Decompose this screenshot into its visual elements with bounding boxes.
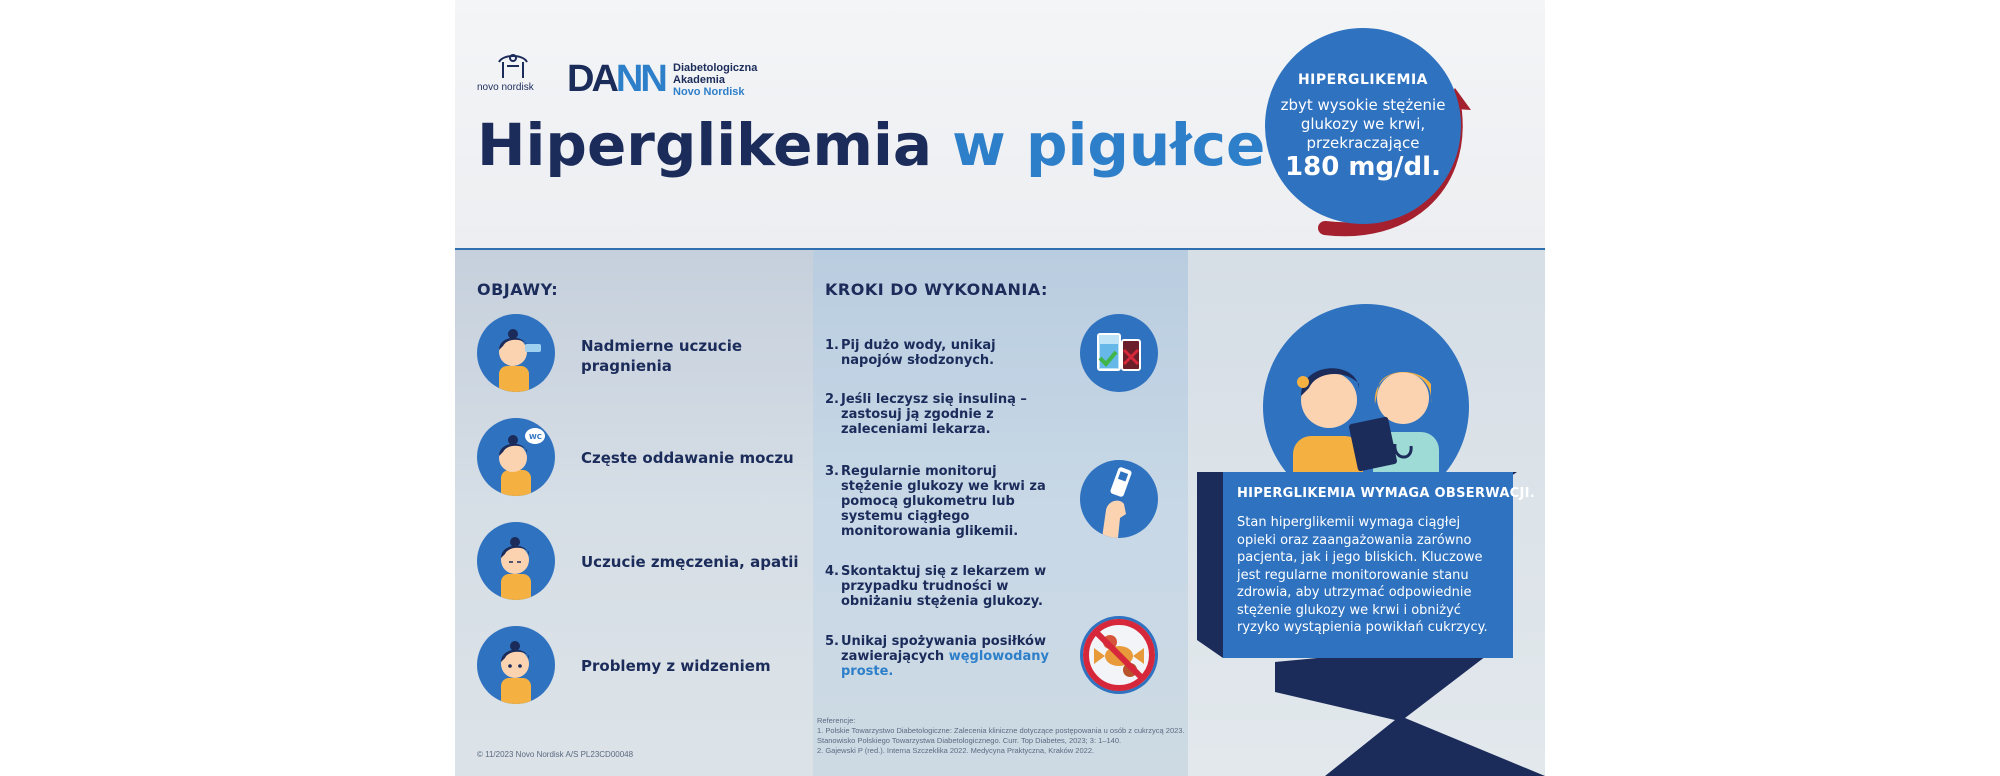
symptom-label: Problemy z widzeniem — [581, 657, 771, 675]
symptoms-title: OBJAWY: — [477, 280, 559, 299]
symptom-label: Nadmierne uczucie pragnienia — [581, 337, 743, 375]
title-part-2: w pigułce — [952, 111, 1266, 179]
references-title: Referencje: — [817, 716, 856, 725]
thirst-icon — [477, 314, 555, 392]
observation-heading: HIPERGLIKEMIA WYMAGA OBSERWACJI. — [1237, 486, 1536, 501]
dann-mark-dark: DA — [567, 58, 616, 100]
symptom-item-vision — [477, 626, 807, 706]
dann-line-2: Akademia — [673, 74, 725, 86]
vision-problem-icon — [477, 626, 555, 704]
badge-heading: HIPERGLIKEMIA — [1297, 72, 1429, 88]
dann-line-1: Diabetologiczna — [673, 62, 758, 74]
page-title — [477, 110, 1265, 180]
reference-item: 2. Gajewski P (red.). Interna Szczeklika 2022. Medycyna Praktyczna, Kraków 2022. — [817, 746, 1095, 755]
dann-line-3: Novo Nordisk — [673, 86, 745, 98]
step-number: 1. — [825, 338, 839, 353]
step-text — [841, 634, 1055, 679]
hyperglycemia-definition-badge — [1265, 28, 1461, 224]
symptom-item-thirst — [477, 314, 807, 394]
symptom-label: Częste oddawanie moczu — [581, 449, 794, 467]
glucometer-icon — [1080, 460, 1158, 538]
step-number: 5. — [825, 634, 839, 649]
urination-icon — [477, 418, 555, 496]
step-text-main: Unikaj spożywania posiłków zawierających — [841, 634, 1046, 664]
step-number: 2. — [825, 392, 839, 407]
symptom-label: Uczucie zmęczenia, apatii — [581, 553, 799, 571]
water-glass-icon — [1080, 314, 1158, 392]
copyright: © 11/2023 Novo Nordisk A/S PL23CD00048 — [477, 750, 634, 759]
novo-nordisk-wordmark: novo nordisk — [477, 82, 534, 93]
step-text: Pij dużo wody, unikaj napojów słodzonych. — [841, 338, 996, 368]
step-text: Regularnie monitoruj stężenie glukozy we krwi za pomocą glukometru lub systemu ciągłego monitorowania glikemii. — [841, 464, 1046, 539]
step-text-highlight: węglowodany proste. — [841, 649, 1049, 679]
no-sweets-icon — [1080, 616, 1158, 694]
observation-box — [1223, 472, 1536, 658]
dann-text — [673, 62, 757, 98]
infographic-poster — [455, 0, 1545, 776]
step-number: 4. — [825, 564, 839, 579]
badge-description: zbyt wysokie stężenie glukozy we krwi, przekraczające — [1280, 96, 1446, 152]
symptom-item-fatigue — [477, 522, 807, 602]
reference-item: 1. Polskie Towarzystwo Diabetologiczne: Zalecenia kliniczne dotyczące postępowania u osób z cukrzycą 2023. Stanowisko Polskiego Towarzystwa Diabetologicznego. Curr. Top Diabetes, 2023; 3: 1–140. — [817, 726, 1185, 745]
wc-label: WC — [529, 433, 542, 441]
steps-title: KROKI DO WYKONANIA: — [825, 280, 1048, 299]
symptom-item-urination — [477, 418, 807, 498]
dann-mark — [567, 60, 665, 98]
step-text: Jeśli leczysz się insuliną – zastosuj ją zgodnie z zaleceniami lekarza. — [841, 392, 1027, 437]
title-part-1: Hiperglikemia — [477, 111, 932, 179]
dann-mark-blue: NN — [615, 58, 665, 100]
observation-body: Stan hiperglikemii wymaga ciągłej opieki oraz zaangażowania zarówno pacjenta, jak i jego bliskich. Kluczowe jest regularne monitorowanie stanu zdrowia, aby utrzymać odpowiednie stężenie glukozy we krwi i obniżyć ryzyko wystąpienia powikłań cukrzycy. — [1237, 515, 1488, 635]
novo-nordisk-logo — [477, 48, 547, 98]
references — [817, 716, 1187, 756]
badge-value: 180 mg/dl. — [1285, 152, 1441, 182]
step-text: Skontaktuj się z lekarzem w przypadku trudności w obniżaniu stężenia glukozy. — [841, 564, 1047, 609]
fatigue-icon — [477, 522, 555, 600]
step-number: 3. — [825, 464, 839, 479]
